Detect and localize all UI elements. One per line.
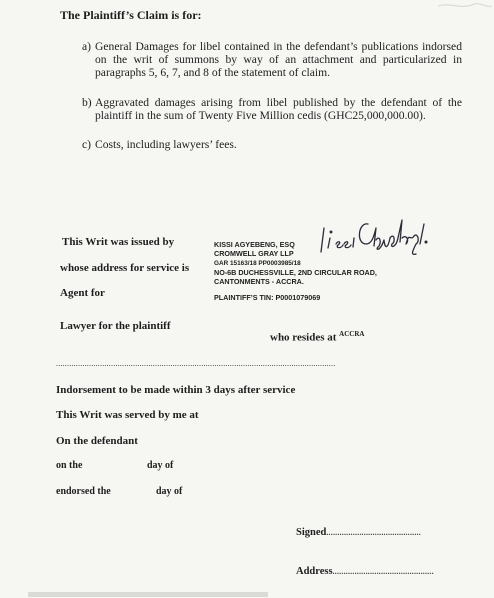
plaintiff-tin: PLAINTIFF’S TIN: P0001079069 [214,293,321,302]
claim-item-text: Aggravated damages arising from libel published by the defendant of the plaintiff in the sum of Twenty Five Million cedis (GHC25,000,000.00). [95,96,462,123]
firm-line: GAR 15163/18 PP0003985/18 [214,259,301,267]
lawyer-for-plaintiff-label: Lawyer for the plaintiff [60,320,171,332]
claim-item-text: General Damages for libel contained in the defendant’s publications indorsed on the writ of summons by way of an attachment and particularized in paragraphs 5, 6, 7, and 8 of the statement of claim. [95,40,462,80]
firm-line: CROMWELL GRAY LLP [214,249,294,259]
address-line: CANTONMENTS - ACCRA. [214,277,304,287]
firm-line: KISSI AGYEBENG, ESQ [214,240,295,249]
address-line: NO-6B DUCHESSVILLE, 2ND CIRCULAR ROAD, [214,267,377,277]
claim-item-a [82,40,462,80]
signed-label: Signed [296,527,327,538]
address-label: Address [296,566,333,577]
claim-heading: The Plaintiff’s Claim is for: [60,8,202,22]
on-the-label: on the [56,460,83,471]
resides-at-label [270,330,364,344]
claim-item-text: Costs, including lawyers’ fees. [95,138,237,151]
signed-dots: ........................................... [326,528,421,537]
paper-scuff-mark [430,0,494,18]
claim-item-marker: c) [82,138,92,151]
claim-item-b [82,96,462,122]
issued-by-label: This Writ was issued by [62,236,175,248]
claim-item-marker: a) [82,40,92,53]
endorsed-the-label: endorsed the [56,486,111,497]
section-divider: ............................................................................................................................... [56,359,336,368]
address-for-service-label: whose address for service is [60,262,190,274]
day-of-label-1: day of [147,460,174,471]
cut-off-footer-text [28,588,268,598]
served-at-label: This Writ was served by me at [56,409,199,421]
handwritten-signature [318,214,436,258]
on-defendant-label: On the defendant [56,435,138,447]
indorsement-label: Indorsement to be made within 3 days after service [56,384,296,396]
claim-item-c [82,138,462,151]
address-dots: .............................................. [332,567,434,576]
address-line-field [296,566,434,577]
claim-item-marker: b) [82,96,92,109]
resides-at-text: who resides at [270,331,337,344]
resides-at-value: ACCRA [339,330,365,338]
signed-line [296,527,421,538]
agent-for-label: Agent for [60,287,105,299]
day-of-label-2: day of [156,486,183,497]
